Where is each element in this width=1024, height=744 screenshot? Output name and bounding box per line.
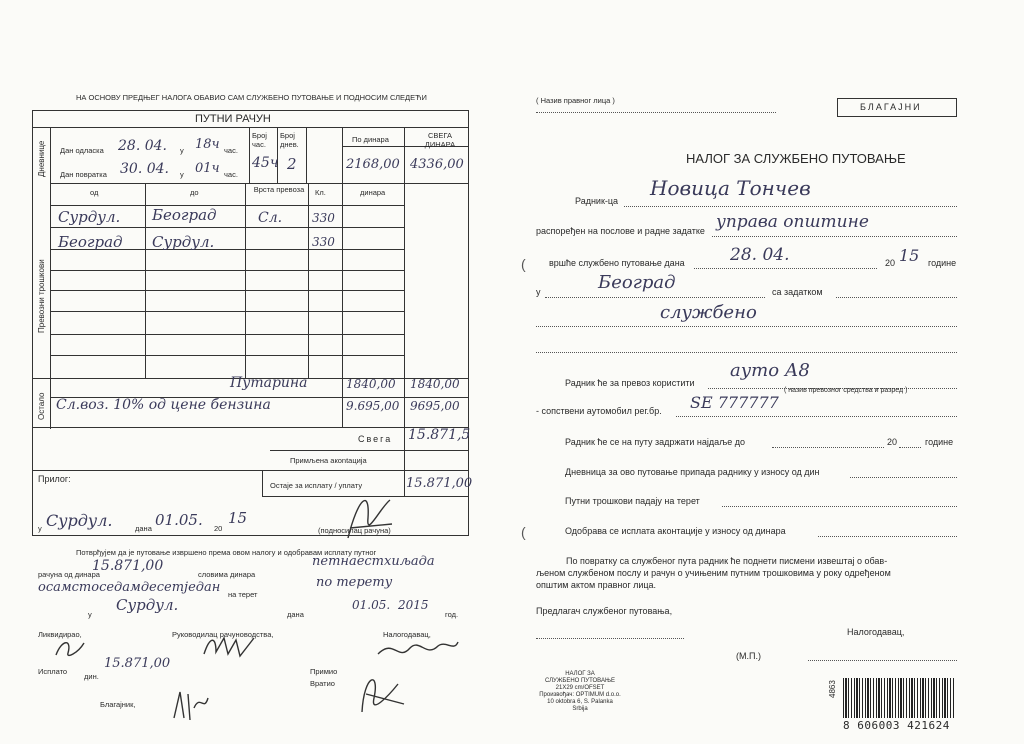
barcode [843, 678, 955, 718]
binder-mark-1: ( [521, 256, 526, 272]
print-line-1: НАЛОГ ЗА [565, 671, 595, 677]
col-broj-cas: Број час. [252, 131, 267, 149]
date2-value: 01.05. [352, 598, 391, 612]
svega-dinara-value: 4336,00 [410, 157, 464, 172]
place2-value: Сурдул. [116, 596, 179, 614]
col-svega-dinara: СВЕГА ДИНАРА [424, 131, 456, 149]
ostalo2-total: 9695,00 [410, 399, 460, 413]
row2-to: Сурдул. [152, 233, 215, 251]
place2-u: у [88, 610, 92, 619]
col-kl: Кл. [315, 188, 326, 197]
cas-label-2: час. [224, 170, 238, 179]
binder-mark-2: ( [521, 524, 526, 540]
print-line-4: Произвођач: OPTIMUM d.o.o. [539, 692, 621, 698]
print-line-6: Srbija [572, 706, 588, 712]
predlagac-label: Предлагач службеног путовања, [536, 606, 673, 616]
god-label: год. [445, 610, 459, 619]
label-ostalo: Остало [37, 392, 46, 420]
vrsi-year-prefix: 20 [885, 258, 896, 268]
vratio-label: Вратио [310, 679, 335, 688]
prevoz-label: Радник ће за превоз користити [565, 378, 695, 388]
sopstveni-value: SE 777777 [690, 393, 779, 412]
ostalo1-value: 1840,00 [346, 377, 396, 391]
slovima-label: словима динара [198, 570, 256, 579]
na-teret-label: на терет [228, 590, 258, 599]
vrsi-godine: године [928, 258, 957, 268]
dan-odlaska-label: Дан одласка [60, 146, 104, 155]
zadrzati-label: Радник ће се на путу задржати најдаље до [565, 437, 746, 447]
print-line-2: СЛУЖБЕНО ПУТОВАЊЕ [544, 678, 616, 684]
label-dnevnice: Дневнице [37, 140, 46, 177]
dan-odlaska-u: у [180, 146, 184, 155]
signature-blagajnik [168, 684, 212, 724]
naziv-label: ( Назив правног лица ) [536, 96, 615, 105]
col-dinara: динара [360, 188, 386, 197]
podnosilac-label: (подносилац рачуна) [318, 526, 391, 535]
blagajnik-label: Благајник, [100, 700, 136, 709]
year-value: 15 [228, 509, 248, 527]
nalogodavac-label-left: Налогодавац, [383, 630, 431, 639]
slovima-value-2: осамстоседамдесетједан [38, 580, 221, 595]
ostalo1-total: 1840,00 [410, 377, 460, 391]
povratak-line-1: По повратку са службеног пута радник ће поднети писмени извештај о обав- [566, 556, 888, 566]
dan-odlaska-value: 28. 04. [118, 138, 167, 154]
vrsi-value: 28. 04. [730, 245, 790, 265]
ostalo1-text: Путарина [230, 375, 308, 391]
travel-account-title: ПУТНИ РАЧУН [195, 113, 271, 125]
row2-class: 330 [312, 235, 335, 249]
rasporedjen-value: управа општине [716, 212, 869, 232]
signature-rukovodilac [200, 632, 260, 662]
vrsi-label: вршће службено путовање дана [549, 258, 685, 268]
code-side: 4863 [828, 680, 837, 698]
dan-povratka-value: 30. 04. [120, 161, 169, 177]
prevoz-value: ауто А8 [730, 360, 810, 381]
prilog-label: Прилог: [38, 474, 71, 484]
likvidirao-label: Ликвидирао, [38, 630, 82, 639]
col-po-dinara: По динара [352, 135, 389, 144]
print-line-5: 10 oktobra 6, S. Palanka [547, 699, 613, 705]
col-od: од [90, 188, 99, 197]
nalogodavac-label-right: Налогодавац, [847, 627, 905, 637]
signature-primio [352, 664, 412, 724]
year2-value: 2015 [398, 598, 429, 612]
ostalo2-text: Сл.воз. 10% од цене бензина [56, 397, 271, 413]
ostaje-value: 15.871,00 [406, 476, 473, 491]
din-label: дин. [84, 672, 99, 681]
racuna-value: 15.871,00 [92, 558, 164, 574]
radnik-value: Новица Тончев [650, 176, 811, 200]
dana2-label: дана [287, 610, 304, 619]
povratak-line-3: општим актом правног лица. [536, 580, 657, 590]
slovima-value: петнаестхиљада [312, 554, 435, 569]
sopstveni-label: - сопствени аутомобил рег.бр. [536, 406, 662, 416]
svega-label: Свега [358, 434, 393, 444]
zadatak-value: службено [660, 302, 757, 323]
date-value: 01.05. [155, 511, 203, 529]
row1-class: 330 [312, 211, 335, 225]
order-title: НАЛОГ ЗА СЛУЖБЕНО ПУТОВАЊЕ [686, 151, 906, 166]
row1-to: Београд [152, 206, 217, 224]
signature-podnosilac [340, 488, 400, 548]
print-line-3: 21Х29 cm/OFSET [555, 685, 605, 691]
mp-label: (М.П.) [736, 651, 761, 661]
broj-cas-value: 45ч [252, 155, 279, 171]
col-broj-dnev: Број днев. [280, 131, 299, 149]
dnevnica-label: Дневница за ово путовање припада раднику у износу од дин [565, 467, 820, 477]
ostalo2-value: 9.695,00 [346, 399, 400, 413]
cas-label: час. [224, 146, 238, 155]
signature-likvidirao [50, 635, 90, 663]
dan-odlaska-time: 18ч [195, 137, 220, 152]
row1-from: Сурдул. [58, 208, 121, 226]
col-do: до [190, 188, 199, 197]
na-teret-value: по терету [316, 575, 393, 590]
row1-transport: Сл. [258, 210, 283, 226]
place-value: Сурдул. [46, 511, 113, 530]
place-u: у [38, 524, 42, 533]
row2-from: Београд [58, 233, 123, 251]
ostaje-label: Остаје за исплату / уплату [270, 481, 363, 490]
odobrava-label: Одобрава се исплата аконтације у износу од динара [565, 526, 786, 536]
blagajni-label: БЛАГАЈНИ [860, 102, 922, 112]
printer-imprint [530, 671, 630, 713]
prevoz-note: ( назив превозног средства и разред ) [784, 387, 908, 394]
dana-label: дана [135, 524, 152, 533]
svega-total: 15.871,5 [408, 427, 471, 443]
potvrdjujem-text: Потврђујем да је путовање извршено према овом налогу и одобравам исплату путног [76, 548, 377, 557]
radnik-label: Радник-ца [575, 196, 619, 206]
primio-label: Примио [310, 667, 338, 676]
broj-dnev-value: 2 [287, 155, 297, 173]
putni-label: Путни трошкови падају на терет [565, 496, 700, 506]
rasporedjen-label: распоређен на послове и радне задатке [536, 226, 705, 236]
dan-povratka-time: 01ч [195, 161, 220, 176]
racuna-od-label: рачуна од динара [38, 570, 100, 579]
year-prefix: 20 [214, 524, 223, 533]
dan-povratka-label: Дан повратка [60, 170, 107, 179]
vrsi-year: 15 [899, 246, 920, 265]
po-dinara-value: 2168,00 [346, 157, 400, 172]
rukovodilac-label: Руководилац рачуноводства, [172, 630, 274, 639]
col-vrsta: Врста превоза [253, 185, 305, 194]
u-value: Београд [598, 272, 676, 293]
dan-povratka-u: у [180, 170, 184, 179]
label-prevozni: Превозни трошкови [37, 259, 46, 333]
barcode-number: 8 606003 421624 [843, 719, 950, 732]
signature-nalogodavac-left [374, 636, 460, 664]
u-label: у [536, 287, 541, 297]
primljena-label: Примљена акontација [290, 456, 367, 465]
povratak-line-2: љеном службеном послу и рачун о учињеним путним трошковима у року одређеном [536, 568, 891, 578]
zadrzati-godine: године [925, 437, 954, 447]
header-note: НА ОСНОВУ ПРЕДЊЕГ НАЛОГА ОБАВИО САМ СЛУЖБЕНО ПУТОВАЊЕ И ПОДНОСИМ СЛЕДЕЋИ [76, 93, 427, 102]
isplato-value: 15.871,00 [104, 656, 171, 671]
isplato-label: Исплато [38, 667, 68, 676]
zadrzati-year-prefix: 20 [887, 437, 898, 447]
sa-zadatkom-label: са задатком [772, 287, 823, 297]
